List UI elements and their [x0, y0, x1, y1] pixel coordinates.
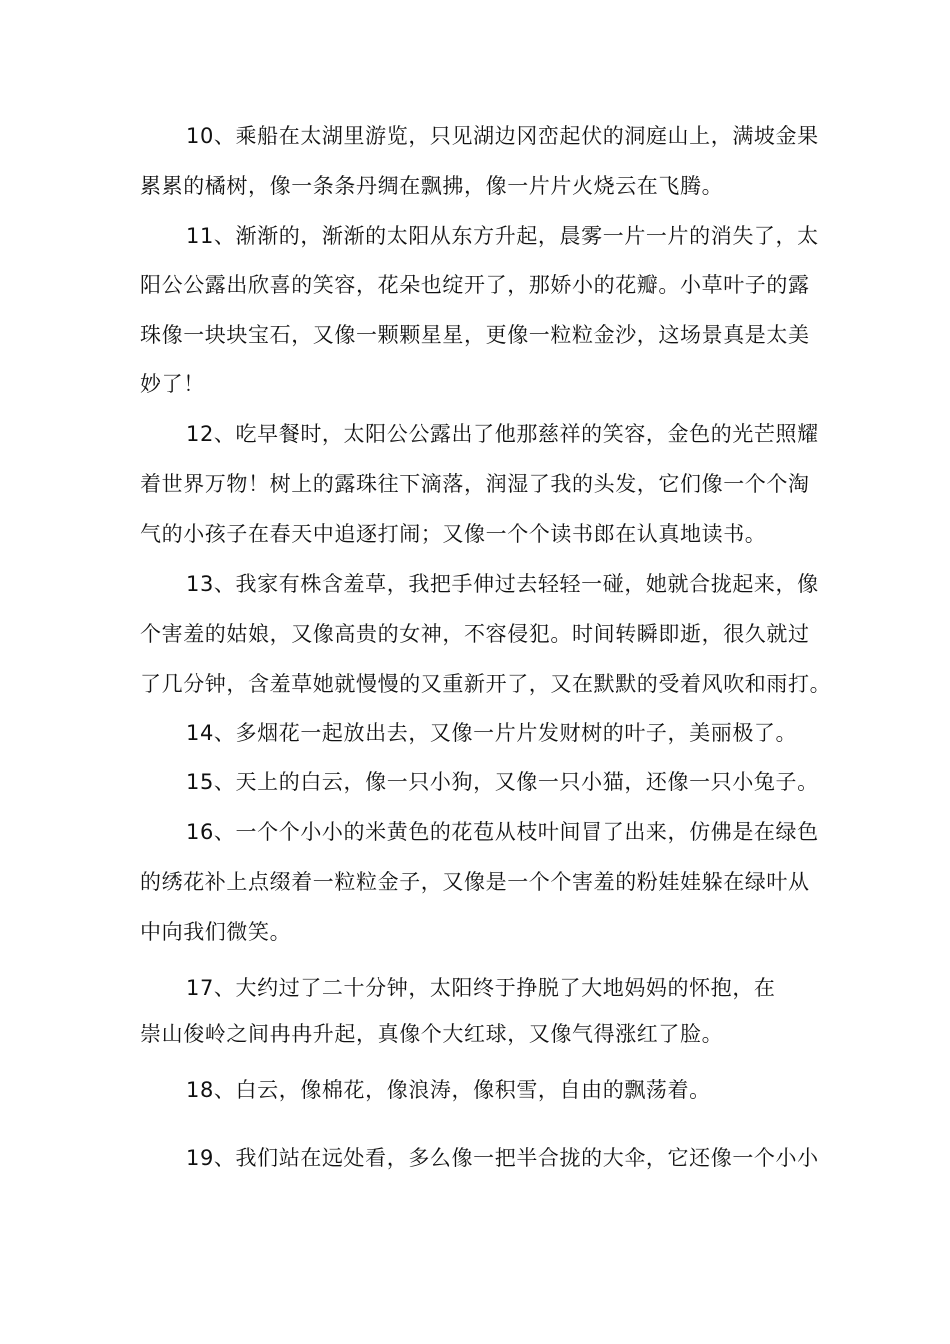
text-line: 中向我们微笑。 — [140, 920, 292, 944]
text-line: 阳公公露出欣喜的笑容，花朵也绽开了，那娇小的花瓣。小草叶子的露 — [140, 273, 810, 297]
text-line: 16、一个个小小的米黄色的花苞从枝叶间冒了出来，仿佛是在绿色 — [186, 820, 819, 844]
text-line: 19、我们站在远处看，多么像一把半合拢的大伞，它还像一个小小 — [186, 1146, 819, 1170]
text-line: 13、我家有株含羞草，我把手伸过去轻轻一碰，她就合拢起来，像 — [186, 572, 819, 596]
text-line: 10、乘船在太湖里游览，只见湖边冈峦起伏的洞庭山上，满坡金果 — [186, 124, 819, 148]
text-line: 妙了！ — [140, 372, 205, 396]
text-line: 个害羞的姑娘，又像高贵的女神，不容侵犯。时间转瞬即逝，很久就过 — [140, 622, 810, 646]
text-line: 15、天上的白云，像一只小狗，又像一只小猫，还像一只小兔子。 — [186, 770, 819, 794]
text-line: 14、多烟花一起放出去，又像一片片发财树的叶子，美丽极了。 — [186, 721, 798, 745]
text-line: 11、渐渐的，渐渐的太阳从东方升起，晨雾一片一片的消失了，太 — [186, 224, 819, 248]
text-line: 气的小孩子在春天中追逐打闹；又像一个个读书郎在认真地读书。 — [140, 522, 767, 546]
text-line: 崇山俊岭之间冉冉升起，真像个大红球，又像气得涨红了脸。 — [140, 1022, 724, 1046]
text-line: 珠像一块块宝石，又像一颗颗星星，更像一粒粒金沙，这场景真是太美 — [140, 323, 810, 347]
text-line: 着世界万物！树上的露珠往下滴落，润湿了我的头发，它们像一个个淘 — [140, 472, 810, 496]
text-line: 18、白云，像棉花，像浪涛，像积雪，自由的飘荡着。 — [186, 1078, 711, 1102]
text-line: 12、吃早餐时，太阳公公露出了他那慈祥的笑容，金色的光芒照耀 — [186, 422, 819, 446]
text-line: 累累的橘树，像一条条丹绸在飘拂，像一片片火烧云在飞腾。 — [140, 174, 724, 198]
text-line: 了几分钟，含羞草她就慢慢的又重新开了，又在默默的受着风吹和雨打。 — [140, 672, 832, 696]
text-line: 的绣花补上点缀着一粒粒金子，又像是一个个害羞的粉娃娃躲在绿叶从 — [140, 870, 810, 894]
text-line: 17、大约过了二十分钟，太阳终于挣脱了大地妈妈的怀抱，在 — [186, 976, 776, 1000]
